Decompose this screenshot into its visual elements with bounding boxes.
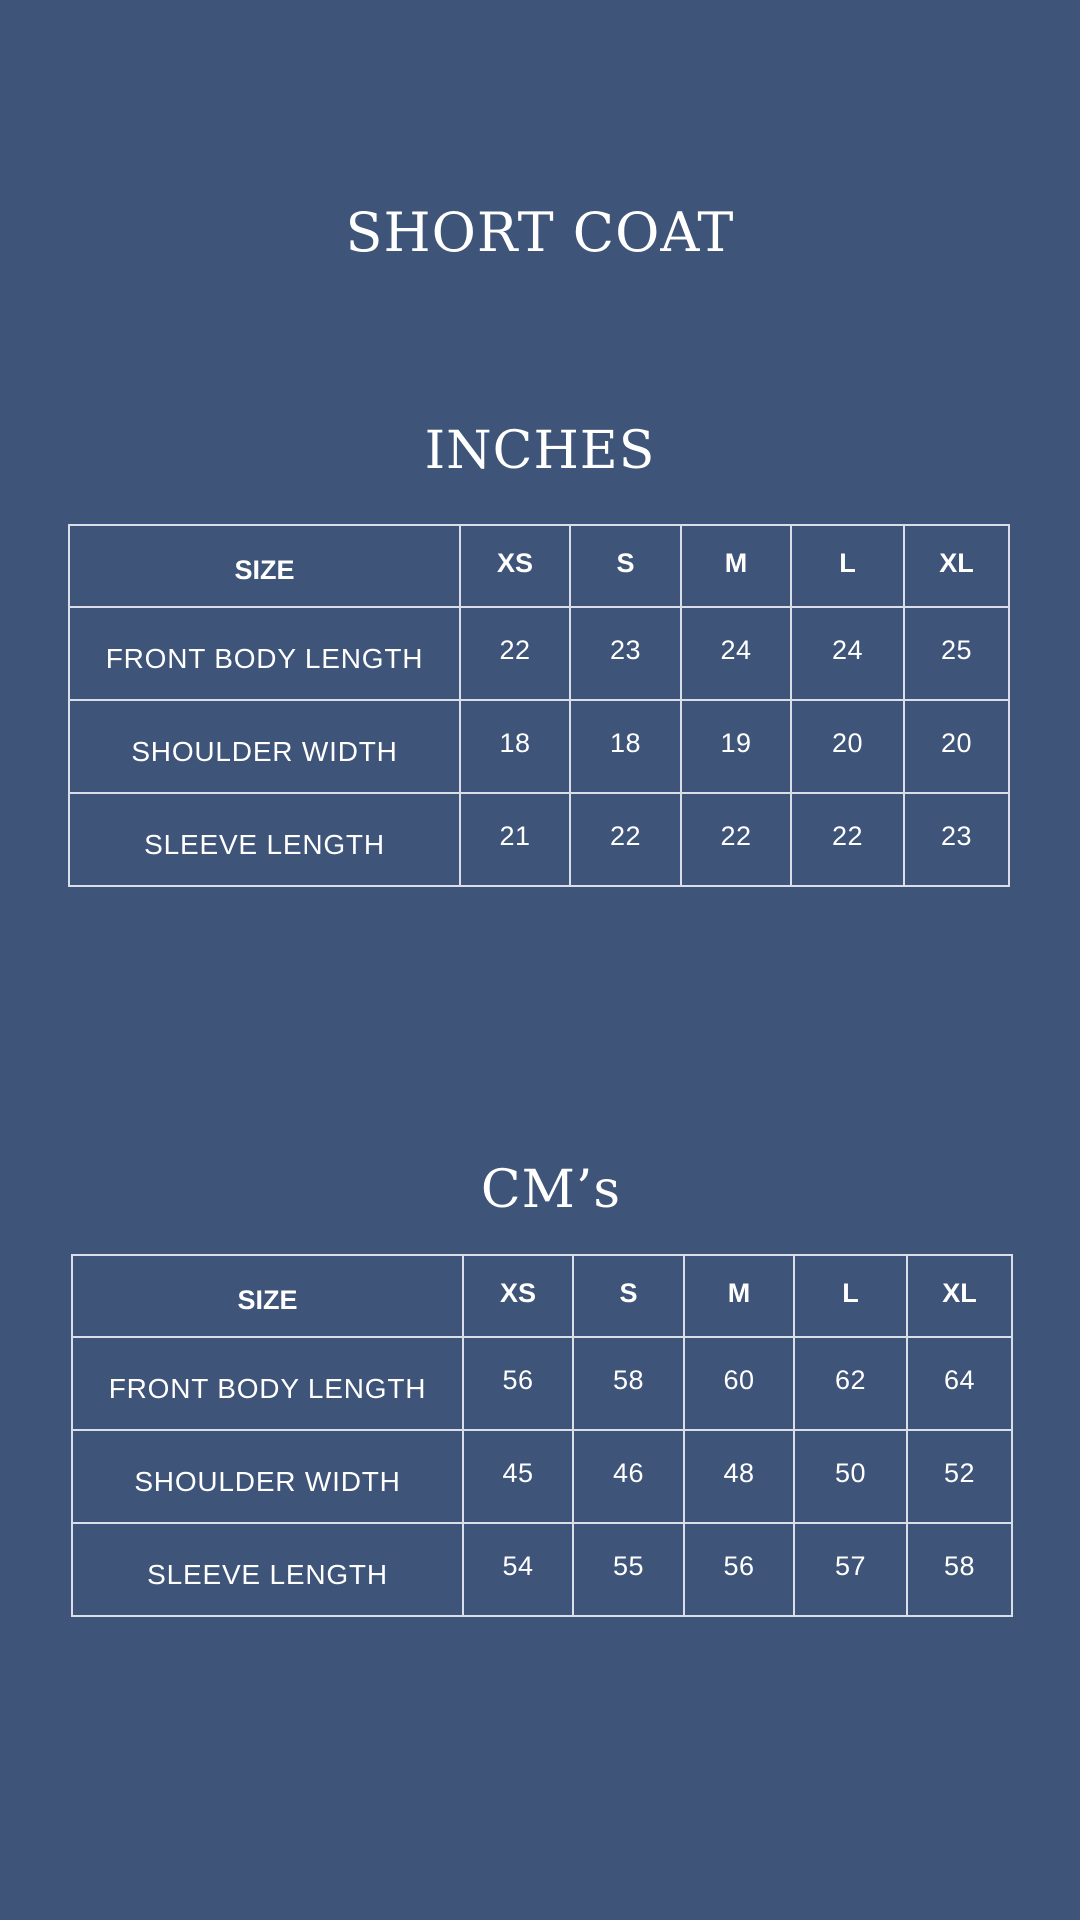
table-header-row [72, 1255, 1012, 1337]
size-s-header: S [573, 1255, 684, 1337]
cms-section-title: CM’s [480, 1160, 622, 1220]
table-cell: 23 [570, 607, 681, 700]
table-cell: 22 [681, 793, 791, 886]
table-cell: 55 [573, 1523, 684, 1616]
table-cell: 24 [791, 607, 904, 700]
table-cell: 56 [463, 1337, 573, 1430]
row-label: FRONT BODY LENGTH [72, 1337, 463, 1430]
table-cell: 52 [907, 1430, 1012, 1523]
table-cell: 18 [460, 700, 570, 793]
row-label: SLEEVE LENGTH [69, 793, 460, 886]
table-cell: 58 [573, 1337, 684, 1430]
row-label: SHOULDER WIDTH [72, 1430, 463, 1523]
page-title: SHORT COAT [345, 201, 735, 264]
table-cell: 58 [907, 1523, 1012, 1616]
table-cell: 21 [460, 793, 570, 886]
row-label: SHOULDER WIDTH [69, 700, 460, 793]
inches-section-title: INCHES [424, 421, 656, 481]
table-cell: 22 [791, 793, 904, 886]
table-cell: 46 [573, 1430, 684, 1523]
size-header-cell: SIZE [69, 525, 460, 607]
row-label: SLEEVE LENGTH [72, 1523, 463, 1616]
table-cell: 25 [904, 607, 1009, 700]
table-cell: 22 [570, 793, 681, 886]
table-cell: 62 [794, 1337, 907, 1430]
table-cell: 64 [907, 1337, 1012, 1430]
size-m-header: M [681, 525, 791, 607]
size-s-header: S [570, 525, 681, 607]
table-row [72, 1337, 1012, 1430]
size-header-cell: SIZE [72, 1255, 463, 1337]
table-header-row [69, 525, 1009, 607]
table-row [69, 793, 1009, 886]
table-cell: 24 [681, 607, 791, 700]
table-cell: 20 [791, 700, 904, 793]
table-cell: 22 [460, 607, 570, 700]
size-m-header: M [684, 1255, 794, 1337]
table-cell: 45 [463, 1430, 573, 1523]
table-row [69, 607, 1009, 700]
inches-size-table [68, 524, 1010, 887]
table-cell: 54 [463, 1523, 573, 1616]
table-cell: 48 [684, 1430, 794, 1523]
size-xl-header: XL [907, 1255, 1012, 1337]
size-l-header: L [791, 525, 904, 607]
table-cell: 23 [904, 793, 1009, 886]
table-cell: 56 [684, 1523, 794, 1616]
cms-size-table [71, 1254, 1013, 1617]
table-row [69, 700, 1009, 793]
size-xs-header: XS [463, 1255, 573, 1337]
table-cell: 50 [794, 1430, 907, 1523]
row-label: FRONT BODY LENGTH [69, 607, 460, 700]
table-row [72, 1523, 1012, 1616]
table-cell: 18 [570, 700, 681, 793]
table-cell: 20 [904, 700, 1009, 793]
table-cell: 60 [684, 1337, 794, 1430]
size-xl-header: XL [904, 525, 1009, 607]
table-cell: 19 [681, 700, 791, 793]
table-row [72, 1430, 1012, 1523]
size-l-header: L [794, 1255, 907, 1337]
table-cell: 57 [794, 1523, 907, 1616]
size-xs-header: XS [460, 525, 570, 607]
